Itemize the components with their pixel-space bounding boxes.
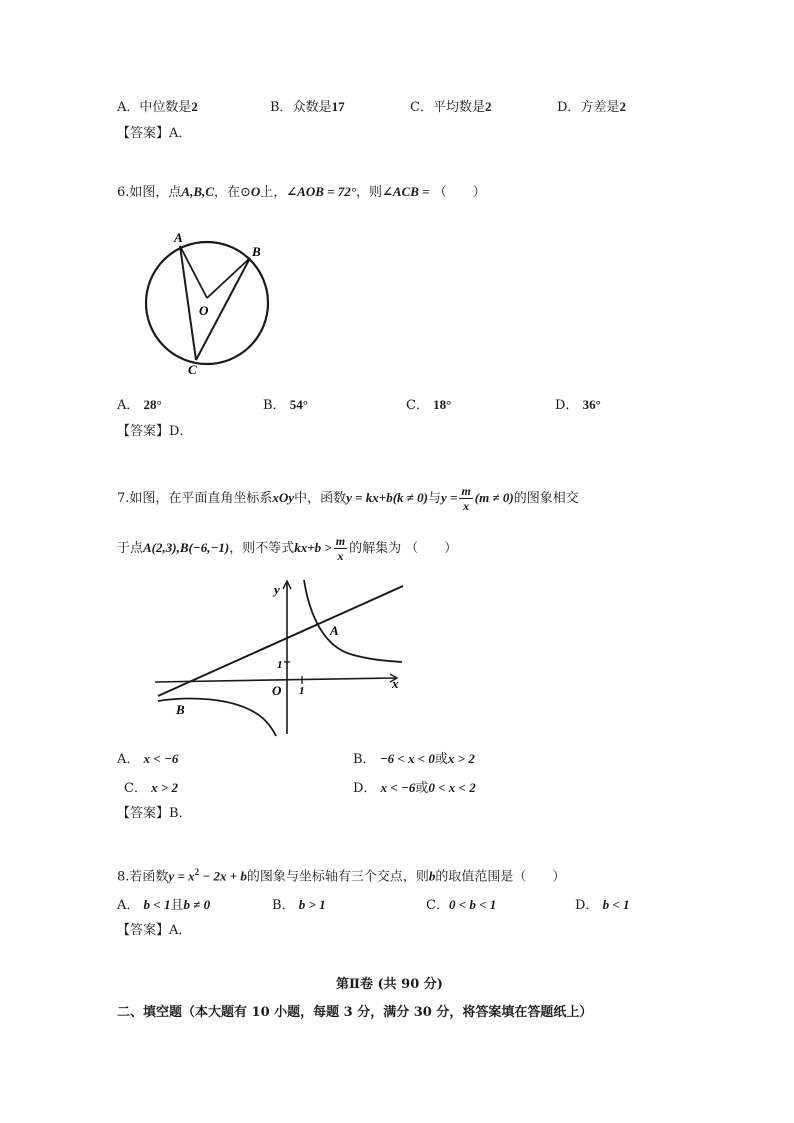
label-o: O bbox=[199, 303, 209, 318]
q7-option-b: B． −6 < x < 0或x > 2 bbox=[353, 751, 475, 767]
part2-section-heading: 二、填空题（本大题有 10 小题，每题 3 分，满分 30 分，将答案填在答题纸上） bbox=[117, 1005, 593, 1020]
q8-option-b: B． b > 1 bbox=[272, 897, 326, 913]
label-c: C bbox=[188, 362, 197, 377]
q8-option-c: C．0 < b < 1 bbox=[426, 897, 497, 913]
q7-option-a: A． x < −6 bbox=[117, 751, 179, 767]
label-y-one: 1 bbox=[277, 659, 283, 671]
label-b: B bbox=[252, 244, 261, 259]
q6-option-a: A． 28° bbox=[117, 397, 162, 413]
q5-option-d: D．方差是2 bbox=[557, 99, 626, 115]
q7-option-c: C． x > 2 bbox=[124, 780, 179, 796]
label-o: O bbox=[272, 683, 282, 698]
q7-option-d: D． x < −6或0 < x < 2 bbox=[353, 780, 476, 796]
label-a: A bbox=[330, 623, 339, 638]
q5-option-a: A．中位数是2 bbox=[117, 99, 198, 115]
q5-option-c: C．平均数是2 bbox=[410, 99, 492, 115]
q6-option-b: B． 54° bbox=[263, 397, 308, 413]
label-a: A bbox=[174, 230, 183, 245]
q8-option-a: A． b < 1且b ≠ 0 bbox=[117, 897, 211, 913]
label-b: B bbox=[176, 702, 185, 717]
label-x-one: 1 bbox=[299, 685, 305, 697]
q6-option-c: C． 18° bbox=[406, 397, 452, 413]
q8-stem: 8.若函数$y = x^2 - 2x + b$的图象与坐标轴有三个交点，则b的取值范围是（ ） bbox=[117, 867, 566, 885]
q6-circle-figure bbox=[140, 228, 290, 378]
q8-option-d: D． b < 1 bbox=[575, 897, 630, 913]
label-x: x bbox=[392, 676, 399, 691]
q5-answer: 【答案】A． bbox=[117, 126, 192, 141]
q5-option-b: B．众数是17 bbox=[270, 99, 345, 115]
q8-answer: 【答案】A． bbox=[117, 923, 192, 938]
q7-stem-line1: 7.如图，在平面直角坐标系xOy中，函数y = kx+b(k ≠ 0)与y = $\frac{m}{x}$ (m ≠ 0)的图象相交 bbox=[117, 484, 579, 513]
label-y: y bbox=[274, 582, 280, 597]
segment-bo bbox=[207, 258, 250, 298]
q7-answer: 【答案】B． bbox=[117, 806, 192, 821]
q7-stem-line2: 于点A(2,3),B(−6,−1)，则不等式kx+b > $\frac{m}{x}$ 的解集为 （ ） bbox=[117, 534, 458, 563]
q6-stem: 6.如图，点A,B,C，在⊙O上，∠AOB = 72°，则∠ACB = （ ） bbox=[117, 184, 486, 200]
q7-graph-figure bbox=[150, 578, 410, 738]
q6-answer: 【答案】D． bbox=[117, 424, 193, 439]
part2-title: 第Ⅱ卷 (共 90 分) bbox=[336, 977, 443, 992]
q6-option-d: D． 36° bbox=[555, 397, 601, 413]
